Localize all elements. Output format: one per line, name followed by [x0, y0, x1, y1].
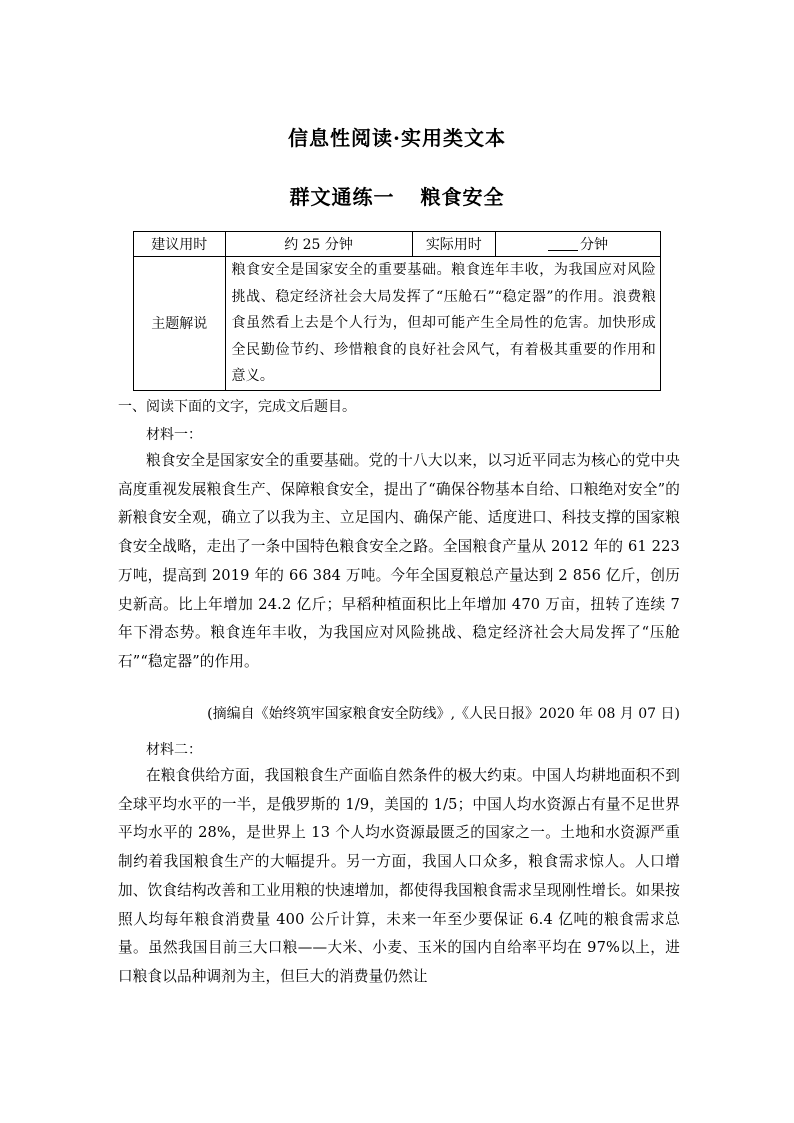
actual-time-label: 实际用时 — [412, 232, 495, 257]
material2-label: 材料二： — [146, 742, 202, 758]
subtitle-topic: 粮食安全 — [420, 185, 505, 209]
actual-time-cell — [496, 232, 661, 257]
section-heading: 一、阅读下面的文字，完成文后题目。 — [118, 399, 356, 415]
topic-label: 主题解说 — [134, 257, 226, 391]
topic-row — [134, 257, 661, 391]
material1-source: (摘编自《始终筑牢国家粮食安全防线》,《人民日报》2020 年 08 月 07 日) — [207, 706, 680, 722]
actual-time-unit: 分钟 — [580, 237, 609, 253]
time-row — [134, 232, 661, 257]
material1-label: 材料一： — [146, 427, 202, 443]
suggested-time-value: 约 25 分钟 — [225, 232, 412, 257]
topic-text: 粮食安全是国家安全的重要基础。粮食连年丰收，为我国应对风险挑战、稳定经济社会大局发挥了“压舱石”“稳定器”的作用。浪费粮食虽然看上去是个人行为，但却可能产生全局性的危害。加快形成全民勤俭节约、珍惜粮食的良好社会风气，有着极其重要的作用和意义。 — [225, 257, 660, 391]
info-table — [133, 231, 661, 391]
subtitle-series: 群文通练一 — [289, 185, 395, 209]
suggested-time-label: 建议用时 — [134, 232, 226, 257]
actual-time-blank[interactable] — [548, 236, 578, 251]
document-subtitle — [0, 181, 794, 210]
document-title: 信息性阅读·实用类文本 — [288, 126, 506, 150]
material1-text: 粮食安全是国家安全的重要基础。党的十八大以来，以习近平同志为核心的党中央高度重视发展粮食生产、保障粮食安全，提出了“确保谷物基本自给、口粮绝对安全”的新粮食安全观，确立了以我为主、立足国内、确保产能、适度进口、科技支撑的国家粮食安全战略，走出了一条中国特色粮食安全之路。全国粮食产量从 2012 年的 61 223 万吨，提高到 2019 年的 66 384 万吨。今年全国夏粮总产量达到 2 856 亿斤，创历史新高。比上年增加 24.2 亿斤；早稻种植面积比上年增加 470 万亩，扭转了连续 7 年下滑态势。粮食连年丰收，为我国应对风险挑战、稳定经济社会大局发挥了“压舱石”“稳定器”的作用。 — [118, 452, 680, 670]
material2-text: 在粮食供给方面，我国粮食生产面临自然条件的极大约束。中国人均耕地面积不到全球平均水平的一半，是俄罗斯的 1/9，美国的 1/5；中国人均水资源占有量不足世界平均水平的 28%，是世界上 13 个人均水资源最匮乏的国家之一。土地和水资源严重制约着我国粮食生产的大幅提升。另一方面，我国人口众多，粮食需求惊人。人口增加、饮食结构改善和工业用粮的快速增加，都使得我国粮食需求呈现刚性增长。如果按照人均每年粮食消费量 400 公斤计算，未来一年至少要保证 6.4 亿吨的粮食需求总量。虽然我国目前三大口粮——大米、小麦、玉米的国内自给率平均在 97%以上，进口粮食以品种调剂为主，但巨大的消费量仍然让 — [118, 767, 680, 985]
